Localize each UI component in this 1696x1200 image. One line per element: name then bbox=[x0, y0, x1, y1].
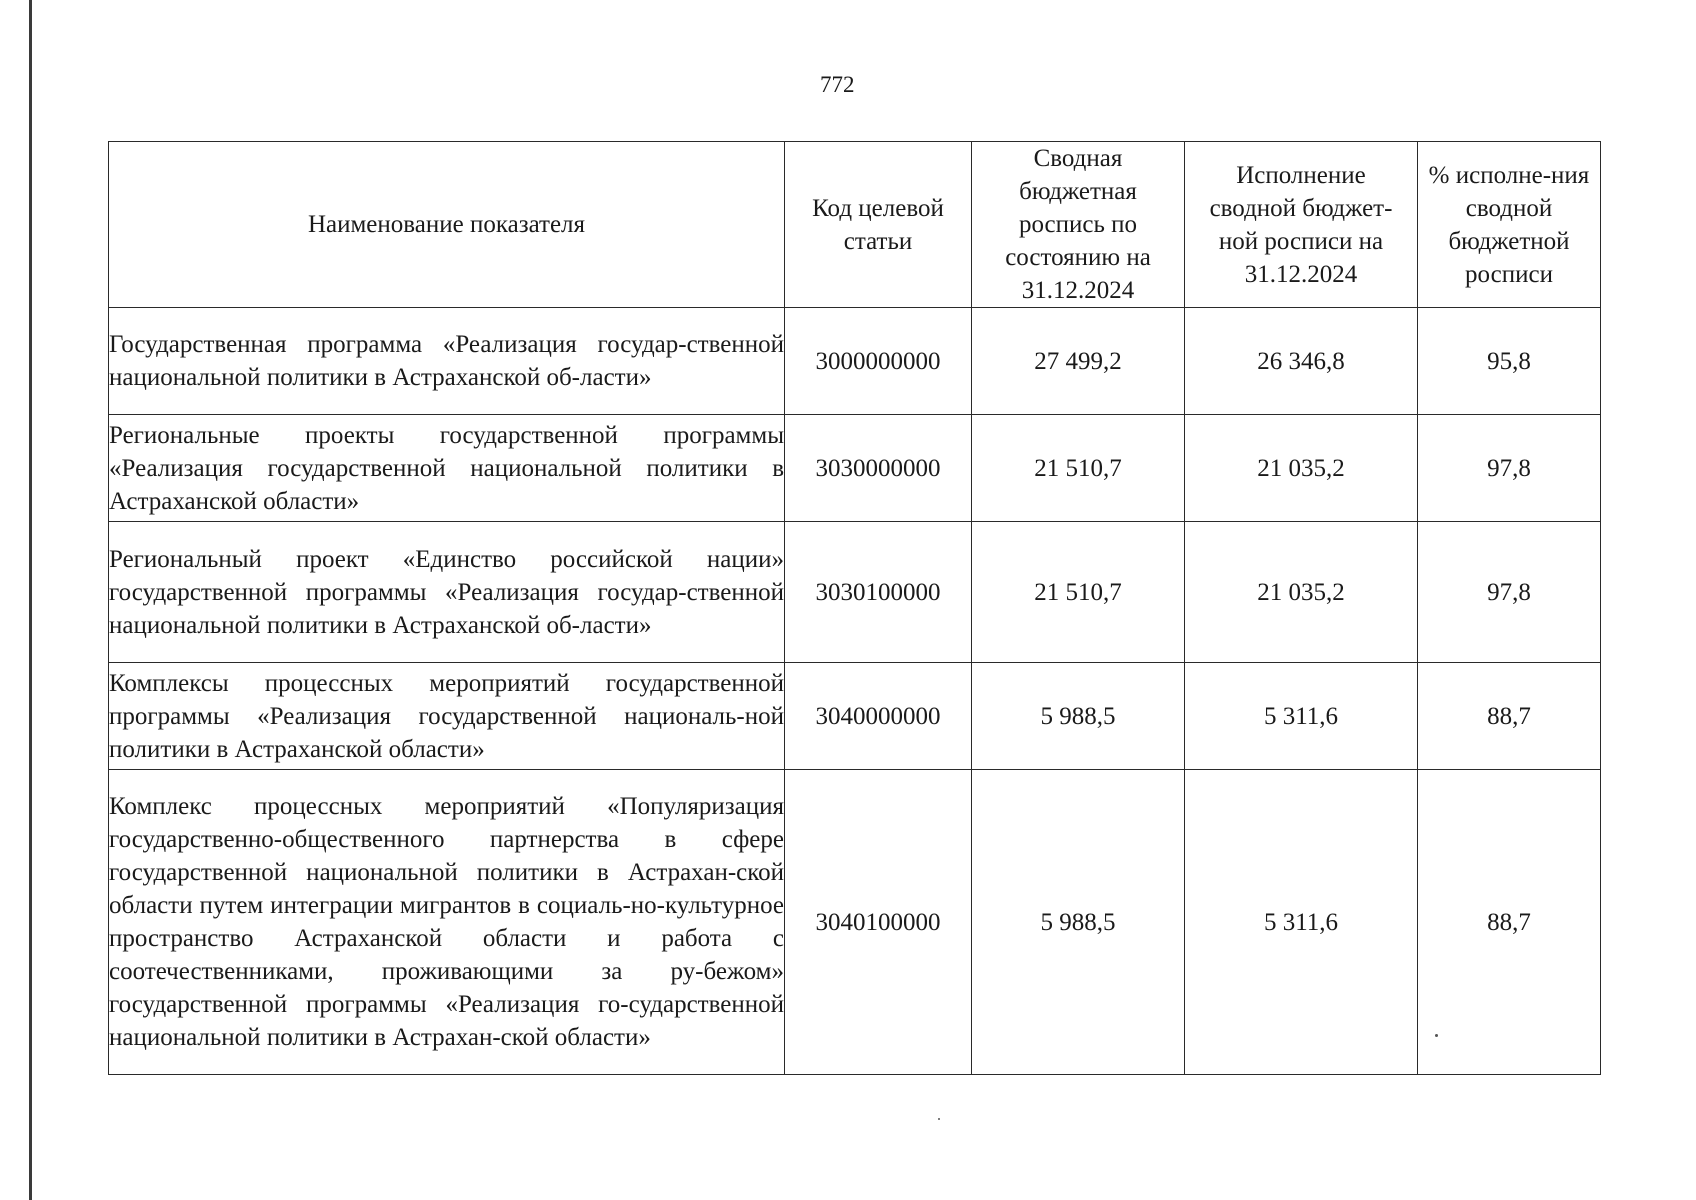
header-target-code: Код целевой статьи bbox=[785, 142, 972, 308]
cell-execution-percent: 88,7 bbox=[1418, 770, 1601, 1075]
table-row bbox=[109, 770, 1601, 1075]
table-row bbox=[109, 415, 1601, 522]
scan-speck bbox=[938, 1118, 940, 1120]
cell-execution-percent: 88,7 bbox=[1418, 663, 1601, 770]
cell-budget-execution: 5 311,6 bbox=[1185, 770, 1418, 1075]
cell-target-code: 3000000000 bbox=[785, 308, 972, 415]
table-row bbox=[109, 663, 1601, 770]
cell-indicator-name: Комплекс процессных мероприятий «Популяризация государственно-общественного партнерства в сфере государственной национальной политики в Астрахан-ской области путем интеграции мигрантов в социаль-но-культурное пространство Астраханской области и работа с соотечественниками, проживающими за ру-бежом» государственной программы «Реализация го-сударственной национальной политики в Астрахан-ской области» bbox=[109, 770, 785, 1075]
header-budget-execution: Исполнение сводной бюджет-ной росписи на 31.12.2024 bbox=[1185, 142, 1418, 308]
cell-execution-percent: 97,8 bbox=[1418, 522, 1601, 663]
header-execution-percent: % исполне-ния сводной бюджетной росписи bbox=[1418, 142, 1601, 308]
cell-budget-plan: 21 510,7 bbox=[972, 522, 1185, 663]
cell-indicator-name: Региональные проекты государственной программы «Реализация государственной национальной политики в Астраханской области» bbox=[109, 415, 785, 522]
cell-budget-execution: 21 035,2 bbox=[1185, 522, 1418, 663]
cell-indicator-name: Региональный проект «Единство российской нации» государственной программы «Реализация государ-ственной национальной политики в Астраханской об-ласти» bbox=[109, 522, 785, 663]
header-budget-plan: Сводная бюджетная роспись по состоянию на 31.12.2024 bbox=[972, 142, 1185, 308]
table-header-row bbox=[109, 142, 1601, 308]
cell-target-code: 3040000000 bbox=[785, 663, 972, 770]
page-number: 772 bbox=[820, 72, 855, 97]
cell-target-code: 3030000000 bbox=[785, 415, 972, 522]
cell-budget-plan: 5 988,5 bbox=[972, 663, 1185, 770]
cell-indicator-name: Комплексы процессных мероприятий государственной программы «Реализация государственной националь-ной политики в Астраханской области» bbox=[109, 663, 785, 770]
cell-budget-execution: 26 346,8 bbox=[1185, 308, 1418, 415]
budget-execution-table bbox=[108, 141, 1601, 1075]
table-row bbox=[109, 308, 1601, 415]
scan-edge-line bbox=[29, 0, 32, 1200]
cell-budget-plan: 5 988,5 bbox=[972, 770, 1185, 1075]
cell-budget-plan: 21 510,7 bbox=[972, 415, 1185, 522]
cell-target-code: 3030100000 bbox=[785, 522, 972, 663]
cell-target-code: 3040100000 bbox=[785, 770, 972, 1075]
cell-budget-execution: 5 311,6 bbox=[1185, 663, 1418, 770]
header-indicator-name: Наименование показателя bbox=[109, 142, 785, 308]
cell-execution-percent: 97,8 bbox=[1418, 415, 1601, 522]
cell-budget-execution: 21 035,2 bbox=[1185, 415, 1418, 522]
table-row bbox=[109, 522, 1601, 663]
cell-indicator-name: Государственная программа «Реализация государ-ственной национальной политики в Астраханской об-ласти» bbox=[109, 308, 785, 415]
cell-execution-percent: 95,8 bbox=[1418, 308, 1601, 415]
scan-speck bbox=[1435, 1034, 1438, 1037]
cell-budget-plan: 27 499,2 bbox=[972, 308, 1185, 415]
